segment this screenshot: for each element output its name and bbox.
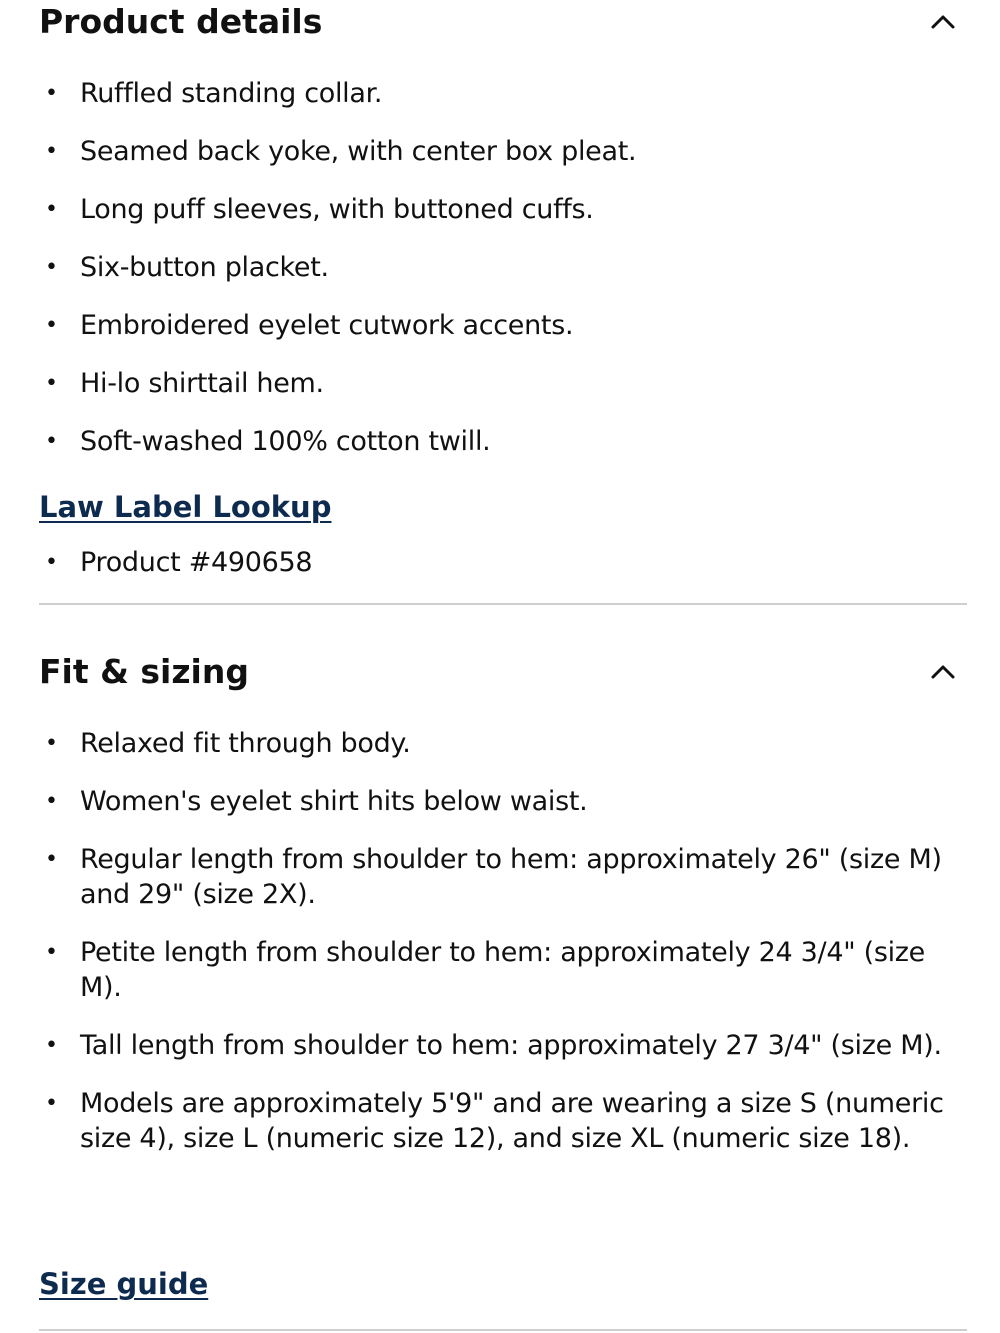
list-item: • Petite length from shoulder to hem: approximately 24 3/4" (size M).	[45, 937, 925, 1003]
size-guide-link[interactable]: Size guide	[39, 1267, 209, 1301]
fit-sizing-title: Fit & sizing	[39, 652, 249, 691]
list-item: • Long puff sleeves, with buttoned cuffs.	[45, 194, 594, 225]
list-item: • Relaxed fit through body.	[45, 728, 411, 759]
list-item: • Regular length from shoulder to hem: approximately 26" (size M) and 29" (size 2X).	[45, 844, 942, 910]
product-details-header[interactable]	[39, 0, 967, 44]
fit-sizing-section	[39, 650, 967, 1301]
list-item: • Seamed back yoke, with center box pleat.	[45, 136, 637, 167]
product-details-list	[39, 76, 967, 459]
fit-sizing-header[interactable]	[39, 650, 967, 694]
list-item: • Six-button placket.	[45, 252, 329, 283]
list-item: • Ruffled standing collar.	[45, 78, 383, 109]
list-item: • Embroidered eyelet cutwork accents.	[45, 310, 574, 341]
list-item: • Models are approximately 5'9" and are wearing a size S (numeric size 4), size L (numeric size 12), and size XL (numeric size 18).	[45, 1088, 944, 1154]
product-details-section	[39, 0, 967, 578]
chevron-up-icon[interactable]	[929, 8, 957, 36]
fit-sizing-list	[39, 726, 967, 1156]
product-details-title: Product details	[39, 2, 323, 41]
chevron-up-icon[interactable]	[929, 658, 957, 686]
section-divider	[39, 1329, 967, 1331]
section-divider	[39, 603, 967, 605]
list-item: • Women's eyelet shirt hits below waist.	[45, 786, 588, 817]
list-item: • Tall length from shoulder to hem: approximately 27 3/4" (size M).	[45, 1030, 942, 1061]
list-item: • Hi-lo shirttail hem.	[45, 368, 324, 399]
product-number: • Product #490658	[45, 547, 313, 578]
product-number-list	[39, 545, 967, 580]
law-label-lookup-link[interactable]: Law Label Lookup	[39, 490, 332, 524]
list-item: • Soft-washed 100% cotton twill.	[45, 426, 491, 457]
